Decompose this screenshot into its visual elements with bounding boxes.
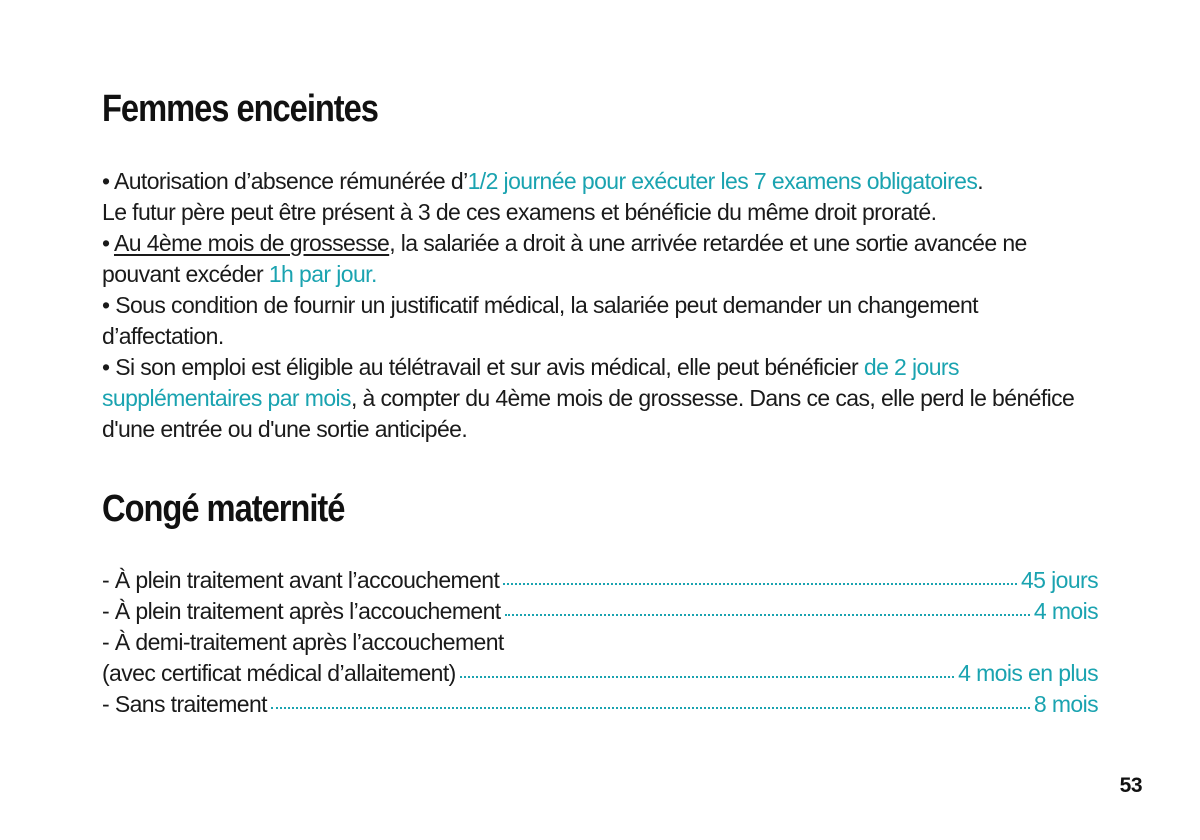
bullet-schedule <box>102 228 1098 290</box>
leader-dots <box>460 675 954 678</box>
leave-row-label: - À plein traitement après l’accouchement <box>102 598 501 624</box>
pregnancy-rights-text <box>102 166 1098 445</box>
bullet-telework <box>102 352 1098 445</box>
leave-row-label: - Sans traitement <box>102 691 267 717</box>
bullet-schedule-body: , la salariée a droit à une arrivée retardée et une sortie avancée ne pouvant excéder <box>102 230 1027 287</box>
bullet-absence <box>102 166 1098 197</box>
bullet-telework-end: , à compter du 4ème mois de grossesse. Dans ce cas, elle perd le bénéfice d'une entrée ou d'une sortie anticipée. <box>102 385 1075 442</box>
maternity-leave-list <box>102 565 1098 720</box>
leave-row <box>102 627 1098 658</box>
leave-row-value: 45 jours <box>1020 567 1098 593</box>
leave-row-label: (avec certificat médical d’allaitement) <box>102 660 456 686</box>
section-title-conge-maternite: Congé maternité <box>102 488 345 530</box>
document-page <box>102 0 1098 840</box>
leave-row <box>102 565 1098 596</box>
bullet-schedule-marker: • <box>102 230 114 256</box>
leader-dots <box>271 706 1030 709</box>
bullet-schedule-highlight: 1h par jour. <box>268 261 377 287</box>
leader-dots <box>503 582 1017 585</box>
bullet-reassignment: • Sous condition de fournir un justificatif médical, la salariée peut demander un changement d’affectation. <box>102 292 978 349</box>
section-title-femmes-enceintes: Femmes enceintes <box>102 88 378 130</box>
bullet-absence-lead: • Autorisation d’absence rémunérée d’ <box>102 168 468 194</box>
leave-row-label: - À demi-traitement après l’accouchement <box>102 629 504 655</box>
bullet-telework-lead: • Si son emploi est éligible au télétravail et sur avis médical, elle peut bénéficier <box>102 354 864 380</box>
bullet-absence-end: . <box>977 168 984 194</box>
leave-row-value: 4 mois <box>1033 598 1098 624</box>
leave-row <box>102 689 1098 720</box>
leave-row-label: - À plein traitement avant l’accouchement <box>102 567 500 593</box>
leave-row <box>102 658 1098 689</box>
leave-row <box>102 596 1098 627</box>
bullet-absence-highlight: 1/2 journée pour exécuter les 7 examens obligatoires <box>467 168 978 194</box>
leave-row-value: 4 mois en plus <box>958 660 1098 686</box>
bullet-schedule-underlined: Au 4ème mois de grossesse <box>113 230 390 256</box>
bullet-absence-father: Le futur père peut être présent à 3 de ces examens et bénéficie du même droit proraté. <box>102 199 937 225</box>
leave-row-value: 8 mois <box>1033 691 1098 717</box>
leader-dots <box>505 613 1030 616</box>
bullet-telework-highlight: de 2 jours supplémentaires par mois <box>102 354 959 411</box>
page-number: 53 <box>1119 774 1142 797</box>
